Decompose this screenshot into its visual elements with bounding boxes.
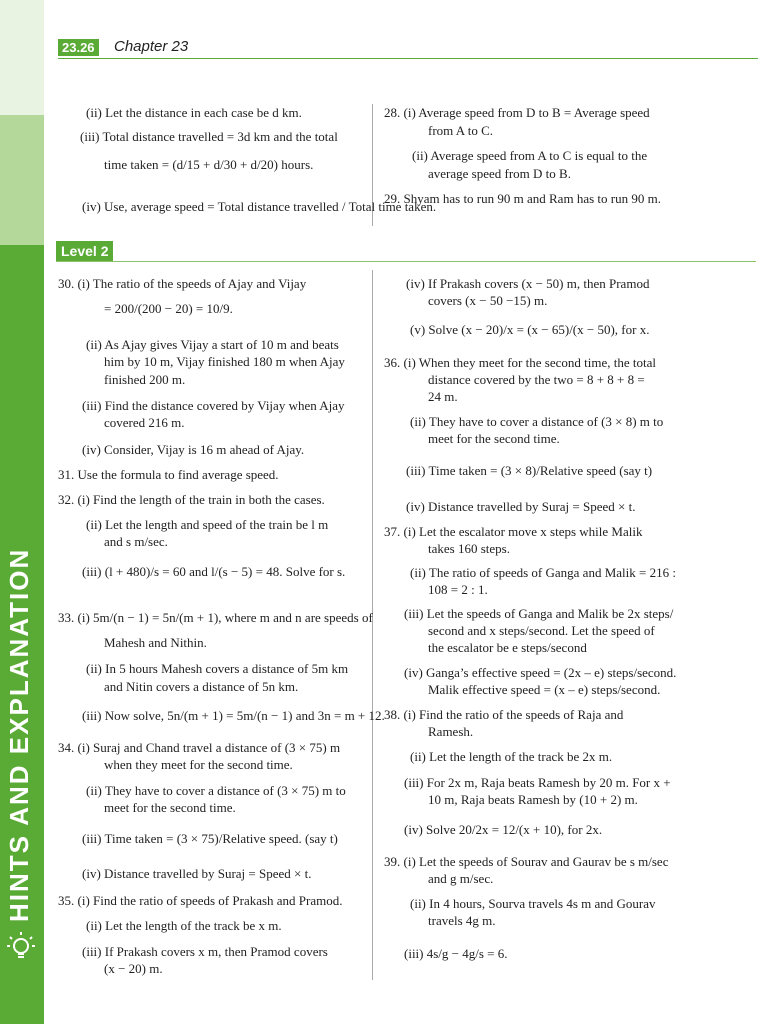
text-line: = 200/(200 − 20) = 10/9.	[104, 301, 233, 316]
text-line: 28. (i) Average speed from D to B = Average speed	[384, 105, 650, 120]
text-line: Ramesh.	[428, 724, 474, 739]
text-line: 35. (i) Find the ratio of speeds of Prakash and Pramod.	[58, 893, 343, 908]
header-rule	[58, 58, 758, 59]
text-line: average speed from D to B.	[428, 166, 571, 181]
text-line: Mahesh and Nithin.	[104, 635, 207, 650]
text-line: distance covered by the two = 8 + 8 + 8 =	[428, 372, 645, 387]
text-line: 33. (i) 5m/(n − 1) = 5n/(m + 1), where m and n are speeds of	[58, 610, 373, 625]
text-line: (iv) Distance travelled by Suraj = Speed × t.	[406, 499, 636, 514]
text-line: (iii) Now solve, 5n/(m + 1) = 5m/(n − 1) and 3n = m + 12.	[82, 708, 385, 723]
text-line: (v) Solve (x − 20)/x = (x − 65)/(x − 50), for x.	[410, 322, 650, 337]
text-line: 37. (i) Let the escalator move x steps while Malik	[384, 524, 643, 539]
text-line: time taken = (d/15 + d/30 + d/20) hours.	[104, 157, 314, 172]
text-line: when they meet for the second time.	[104, 757, 293, 772]
text-line: (ii) They have to cover a distance of (3 × 8) m to	[410, 414, 664, 429]
level-heading	[56, 241, 756, 262]
level-label: Level 2	[56, 241, 113, 261]
text-line: (iv) Use, average speed = Total distance travelled / Total time taken.	[82, 199, 437, 214]
text-line: 29. Shyam has to run 90 m and Ram has to run 90 m.	[384, 191, 661, 206]
text-line: (iii) Total distance travelled = 3d km and the total	[80, 129, 338, 144]
text-line: (iii) Let the speeds of Ganga and Malik be 2x steps/	[404, 606, 674, 621]
page-number: 23.26	[58, 39, 99, 56]
text-line: covers (x − 50 −15) m.	[428, 293, 548, 308]
text-line: (iii) Find the distance covered by Vijay when Ajay	[82, 398, 345, 413]
text-line: (ii) In 4 hours, Sourva travels 4s m and Gourav	[410, 896, 656, 911]
text-line: 36. (i) When they meet for the second time, the total	[384, 355, 656, 370]
text-line: (iii) If Prakash covers x m, then Pramod covers	[82, 944, 328, 959]
text-line: 39. (i) Let the speeds of Sourav and Gaurav be s m/sec	[384, 854, 669, 869]
text-line: 34. (i) Suraj and Chand travel a distance of (3 × 75) m	[58, 740, 341, 755]
text-line: (iii) (l + 480)/s = 60 and l/(s − 5) = 48. Solve for s.	[82, 564, 346, 579]
text-line: travels 4g m.	[428, 913, 496, 928]
text-line: covered 216 m.	[104, 415, 185, 430]
text-line: 30. (i) The ratio of the speeds of Ajay and Vijay	[58, 276, 307, 291]
text-line: (iv) If Prakash covers (x − 50) m, then Pramod	[406, 276, 650, 291]
text-line: (iv) Ganga’s effective speed = (2x – e) steps/second.	[404, 665, 677, 680]
text-line: (iii) 4s/g − 4g/s = 6.	[404, 946, 508, 961]
text-line: (ii) In 5 hours Mahesh covers a distance of 5m km	[86, 661, 349, 676]
text-line: 10 m, Raja beats Ramesh by (10 + 2) m.	[428, 792, 638, 807]
text-line: takes 160 steps.	[428, 541, 510, 556]
text-line: (ii) Let the length and speed of the train be l m	[86, 517, 329, 532]
margin-band-medium	[0, 115, 44, 245]
text-line: meet for the second time.	[104, 800, 236, 815]
text-line: (ii) Let the length of the track be 2x m.	[410, 749, 613, 764]
text-line: (iv) Distance travelled by Suraj = Speed × t.	[82, 866, 312, 881]
text-line: (iii) For 2x m, Raja beats Ramesh by 20 m. For x +	[404, 775, 671, 790]
text-line: meet for the second time.	[428, 431, 560, 446]
text-line: (iv) Solve 20/2x = 12/(x + 10), for 2x.	[404, 822, 603, 837]
text-line: (ii) Let the length of the track be x m.	[86, 918, 282, 933]
margin-band-light	[0, 0, 44, 115]
text-line: 38. (i) Find the ratio of the speeds of Raja and	[384, 707, 624, 722]
text-line: 24 m.	[428, 389, 458, 404]
text-line: (iii) Time taken = (3 × 8)/Relative speed (say t)	[406, 463, 653, 478]
page-header	[58, 38, 758, 58]
text-line: (ii) As Ajay gives Vijay a start of 10 m and beats	[86, 337, 339, 352]
text-line: 108 = 2 : 1.	[428, 582, 488, 597]
text-line: from A to C.	[428, 123, 494, 138]
text-line: second and x steps/second. Let the speed of	[428, 623, 655, 638]
chapter-title: Chapter 23	[114, 38, 189, 55]
text-line: and g m/sec.	[428, 871, 494, 886]
text-line: Malik effective speed = (x – e) steps/second.	[428, 682, 661, 697]
text-line: and Nitin covers a distance of 5n km.	[104, 679, 299, 694]
text-line: (ii) Average speed from A to C is equal to the	[412, 148, 648, 163]
text-line: and s m/sec.	[104, 534, 168, 549]
text-line: 32. (i) Find the length of the train in both the cases.	[58, 492, 325, 507]
lightbulb-icon	[6, 930, 36, 970]
text-line: the escalator be e steps/second	[428, 640, 587, 655]
text-line: (ii) Let the distance in each case be d km.	[86, 105, 302, 120]
text-line: (x − 20) m.	[104, 961, 163, 976]
text-line: (ii) They have to cover a distance of (3 × 75) m to	[86, 783, 346, 798]
text-line: finished 200 m.	[104, 372, 186, 387]
text-line: 31. Use the formula to find average speed.	[58, 467, 279, 482]
text-line: him by 10 m, Vijay finished 180 m when Ajay	[104, 354, 345, 369]
text-line: (iii) Time taken = (3 × 75)/Relative speed. (say t)	[82, 831, 338, 846]
text-line: (ii) The ratio of speeds of Ganga and Malik = 216 :	[410, 565, 676, 580]
text-line: (iv) Consider, Vijay is 16 m ahead of Ajay.	[82, 442, 305, 457]
